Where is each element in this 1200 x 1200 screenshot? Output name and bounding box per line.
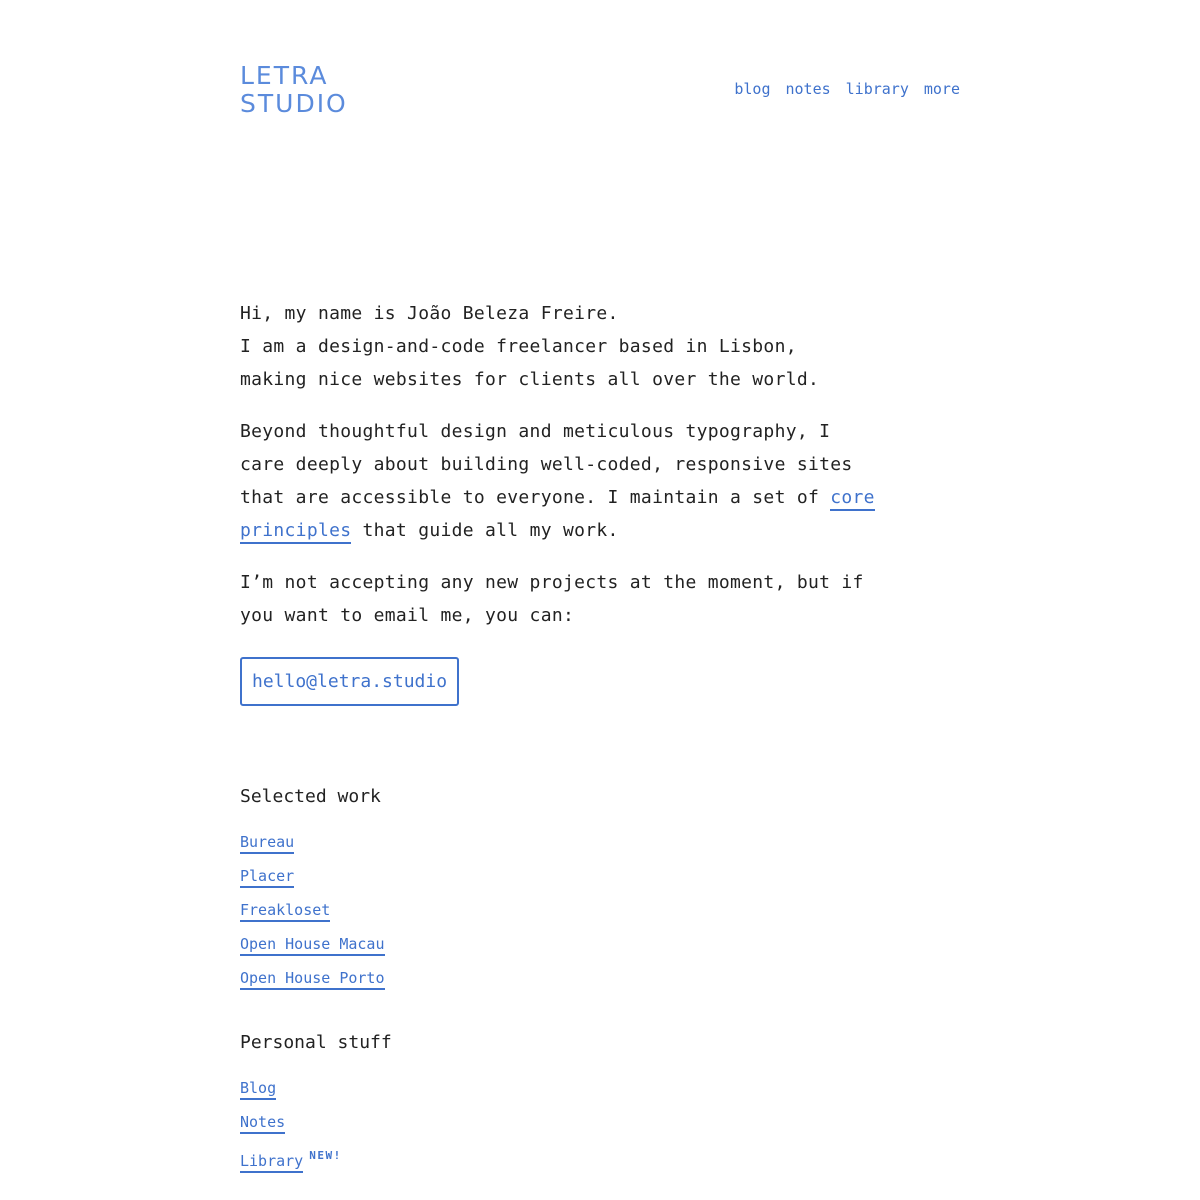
intro-greeting: Hi, my name is João Beleza Freire. <box>240 303 619 324</box>
list-item <box>240 831 385 865</box>
nav-link-more[interactable]: more <box>923 80 960 98</box>
list-item <box>240 899 385 933</box>
selected-work-list <box>240 831 385 1001</box>
selected-work-heading: Selected work <box>240 786 381 807</box>
intro-paragraph-2 <box>240 415 880 547</box>
principles-text-after: that guide all my work. <box>351 520 619 541</box>
core-principles-link[interactable]: core principles <box>240 487 875 544</box>
intro-text <box>240 297 880 651</box>
email-button[interactable]: hello@letra.studio <box>240 657 459 706</box>
work-link-freakloset[interactable]: Freakloset <box>240 901 330 922</box>
work-link-placer[interactable]: Placer <box>240 867 294 888</box>
personal-stuff-heading: Personal stuff <box>240 1032 392 1053</box>
site-logo[interactable] <box>240 62 348 118</box>
list-item <box>240 1077 342 1111</box>
personal-link-notes[interactable]: Notes <box>240 1113 285 1134</box>
list-item <box>240 1145 342 1179</box>
work-link-open-house-porto[interactable]: Open House Porto <box>240 969 385 990</box>
list-item <box>240 933 385 967</box>
new-badge: NEW! <box>309 1149 342 1162</box>
principles-text-before: Beyond thoughtful design and meticulous typography, I care deeply about building well-coded, responsive sites that are accessible to everyone. I maintain a set of <box>240 421 853 508</box>
intro-occupation: I am a design-and-code freelancer based in Lisbon, <box>240 336 797 357</box>
intro-clients: making nice websites for clients all over the world. <box>240 369 820 390</box>
list-item <box>240 865 385 899</box>
nav-link-blog[interactable]: blog <box>734 80 771 98</box>
personal-link-blog[interactable]: Blog <box>240 1079 276 1100</box>
nav-link-library[interactable]: library <box>845 80 909 98</box>
logo-line-2: STUDIO <box>240 89 348 118</box>
logo-line-1: LETRA <box>240 61 329 90</box>
work-link-open-house-macau[interactable]: Open House Macau <box>240 935 385 956</box>
list-item <box>240 967 385 1001</box>
list-item <box>240 1111 342 1145</box>
personal-link-library[interactable]: Library <box>240 1152 303 1173</box>
intro-paragraph-1 <box>240 297 880 396</box>
main-nav <box>734 79 960 99</box>
work-link-bureau[interactable]: Bureau <box>240 833 294 854</box>
personal-stuff-list <box>240 1077 342 1179</box>
nav-link-notes[interactable]: notes <box>785 80 831 98</box>
intro-paragraph-3: I’m not accepting any new projects at the moment, but if you want to email me, you can: <box>240 572 864 626</box>
